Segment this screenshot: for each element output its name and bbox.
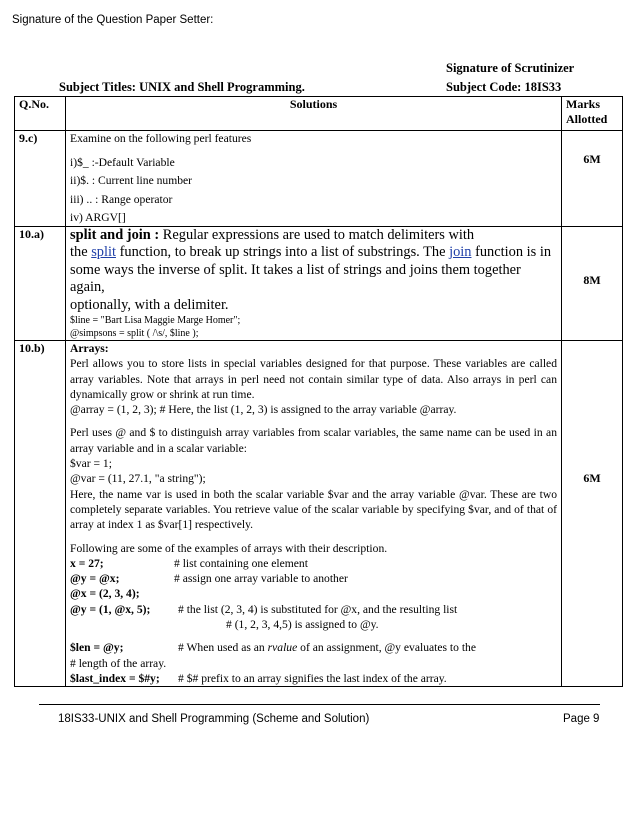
solution-cell — [66, 226, 562, 341]
example-comment: # list containing one element — [174, 556, 308, 570]
marks-value: 6M — [583, 152, 601, 166]
q10b-code: $var = 1; — [70, 457, 112, 471]
example-code: @y = @x; — [70, 572, 120, 586]
example-code: $last_index = $#y; — [70, 671, 160, 685]
q10a-text: some ways the inverse of split. It takes a list of strings and joins them together again, — [70, 261, 521, 295]
q10a-text: optionally, with a delimiter. — [70, 296, 229, 313]
q10b-paragraph: Perl allows you to store lists in special variables designed for that purpose. These variables are called array variables. Note that arrays in perl need not contain similar type of data. Also arrays in perl can dynamically grow or shrink at run time. — [70, 357, 557, 401]
marks-value: 6M — [583, 471, 601, 485]
subject-titles: Subject Titles: UNIX and Shell Programming. — [59, 80, 305, 94]
footer-divider — [39, 704, 600, 705]
solution-cell — [66, 131, 562, 227]
qno-cell: 10.a) — [15, 226, 66, 341]
footer-document-title: 18IS33-UNIX and Shell Programming (Scheme and Solution) — [58, 713, 370, 725]
q10a-text: function is in — [471, 244, 552, 260]
question-paper-setter-signature: Signature of the Question Paper Setter: — [12, 14, 214, 26]
q10a-text: the — [70, 244, 92, 260]
marks-cell — [562, 226, 623, 341]
example-code: @y = (1, @x, 5); — [70, 602, 151, 616]
q10b-code: @array = (1, 2, 3); # Here, the list (1, 2, 3) is assigned to the array variable @array. — [70, 403, 457, 417]
split-link[interactable]: split — [91, 244, 116, 260]
marks-cell — [562, 341, 623, 687]
solutions-table — [14, 96, 623, 687]
example-code: @x = (2, 3, 4); — [70, 587, 140, 601]
marks-header — [562, 97, 623, 131]
marks-header-line1: Marks — [566, 97, 600, 111]
q10b-paragraph: Here, the name var is used in both the scalar variable $var and the array variable @var. These are two completely separate variables. You retrieve value of the scalar variable by specifying $var, and of that of array at index 1 as $var[1] respectively. — [70, 487, 557, 532]
q10b-code: @var = (11, 27.1, "a string"); — [70, 472, 206, 486]
table-header-row — [15, 97, 623, 131]
example-comment: # (1, 2, 3, 4,5) is assigned to @y. — [226, 618, 379, 632]
example-comment: # $# prefix to an array signifies the last index of the array. — [178, 671, 447, 685]
page-number: Page 9 — [563, 713, 600, 725]
q9c-item: ii)$. : Current line number — [70, 174, 193, 187]
join-link[interactable]: join — [449, 244, 472, 260]
example-comment-italic: rvalue — [267, 641, 298, 655]
example-comment: # the list (2, 3, 4) is substituted for @x, and the resulting list — [178, 602, 458, 616]
qno-header: Q.No. — [15, 97, 66, 131]
scrutinizer-signature: Signature of Scrutinizer — [446, 61, 575, 75]
solution-cell — [66, 341, 562, 687]
q9c-item: iv) ARGV[] — [70, 211, 126, 224]
marks-value: 8M — [583, 272, 601, 287]
subject-code: Subject Code: 18IS33 — [446, 80, 562, 94]
marks-cell — [562, 131, 623, 227]
q10a-text: function, to break up strings into a list of substrings. The — [115, 244, 450, 260]
q10a-title: split and join : — [70, 226, 160, 243]
table-row-10b — [15, 341, 623, 687]
example-comment: # assign one array variable to another — [174, 572, 348, 586]
q10a-code: @simpsons = split ( /\s/, $line ); — [70, 328, 199, 339]
q9c-item: i)$_ :-Default Variable — [70, 155, 175, 169]
q9c-item: iii) .. : Range operator — [70, 192, 173, 206]
example-code: x = 27; — [70, 556, 104, 570]
q9c-intro: Examine on the following perl features — [70, 132, 252, 145]
solutions-header: Solutions — [66, 97, 562, 131]
example-comment: # When used as an — [178, 641, 268, 655]
example-code: $len = @y; — [70, 641, 124, 655]
marks-header-line2: Allotted — [566, 112, 608, 126]
table-row-9c — [15, 131, 623, 227]
q10a-code: $line = "Bart Lisa Maggie Marge Homer"; — [70, 315, 241, 326]
q10b-paragraph: Following are some of the examples of arrays with their description. — [70, 541, 388, 555]
qno-cell: 9.c) — [15, 131, 66, 227]
q10b-title: Arrays: — [70, 342, 109, 355]
qno-cell: 10.b) — [15, 341, 66, 687]
example-comment: # length of the array. — [70, 656, 167, 670]
q10b-paragraph: Perl uses @ and $ to distinguish array variables from scalar variables, the same name can be used in an array variable and in a scalar variable: — [70, 426, 557, 455]
table-row-10a — [15, 226, 623, 341]
q10a-text: Regular expressions are used to match delimiters with — [159, 226, 475, 243]
example-comment: of an assignment, @y evaluates to the — [297, 641, 476, 655]
